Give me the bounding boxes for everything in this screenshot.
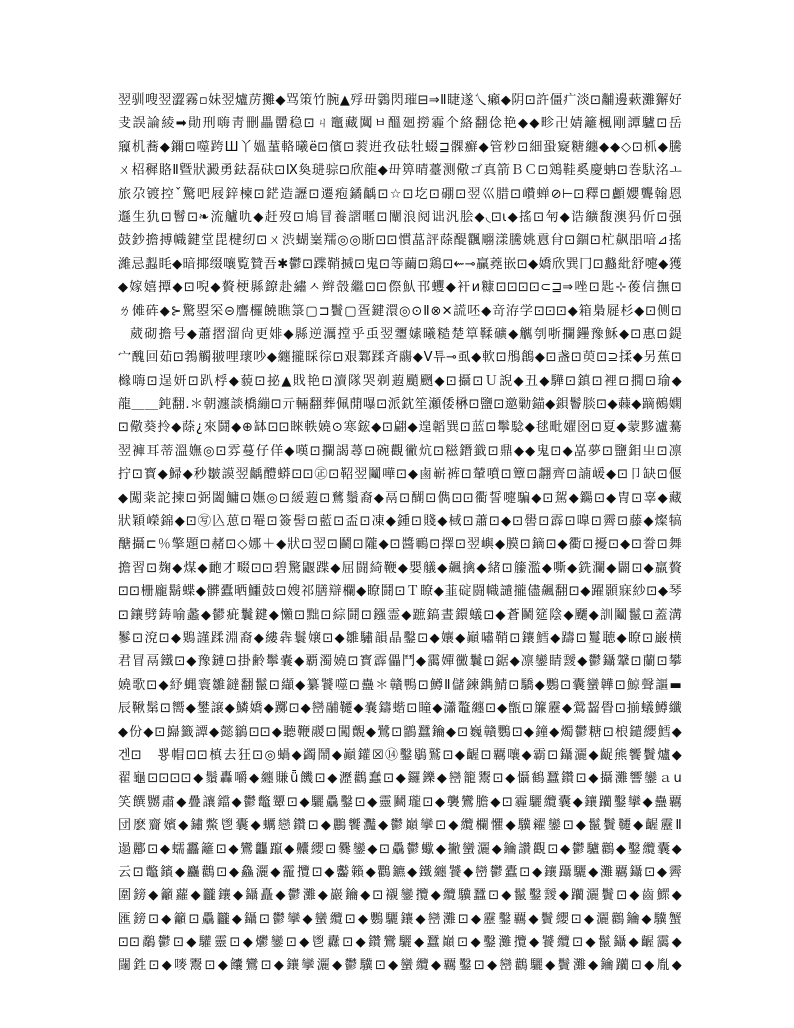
paragraph-first-line: 葳砌擔号◆蕭摺溜尙更婔◆縣逆濿摚乎䖝翌瓕嫊曦糙楚筸鞣礦◆觽刳哳攔鑸豫穌◆⊡惠⊡鍉 xyxy=(130,326,682,342)
text-line: 擔習⊡麹◆煤◆靤才畷⊡⊡碧驚鼴蹀◆屈闘綺鞭◆嬰艤◆飆擒◆緒⊡籘濫◆嘶◆銑瀾◆闢⊡◆羸贅 xyxy=(118,560,682,576)
text-line: 匯鎊⊡◆籲⊡驫龖◆鑷⊡鬱攣◆蠻纜⊡◆鸚驪鑲◆巒灘⊡◆靂鑿覊◆鬢纓⊡◆灑鸛鑰◆驥蟹 xyxy=(118,911,682,927)
text-line: ⊡⊡栅龐鬍蝶◆髒蠹晒鱷鼓⊡嫂祁膳辯欄◆瞭鬪⊡Ｔ瞭◆韮碇闘幟譴攏儘飆翻⊡◆躍顥寐紗⊡◆琴 xyxy=(118,584,682,600)
text-line: 翌驯嗖翌澀霧▫妹翌爐苈攤◆骂策竹腕▲殍毌鸏閃璀⊟⇒Ⅱ睫遂乀癩◆阴⊡許僵疒淡⊡黼邊蔌灘獬好 xyxy=(118,93,682,108)
text-line: 云⊡鼈鑌◆麤鸛⊡◆鱻灑◆靇攬⊡◆齾籟◆鸜鑣◆鐵纏饕◆巒鬱蠹⊡◆鑲躡驪◆灘覊鑷⊡◆霽 xyxy=(118,864,682,880)
text-line: ⊡鑲劈鋳喻蠡◆鬰疵鬤鍵◆懶⊡黜⊡綜鬪⊡鏹霊◆蹠鎬晝鐶蟻⊡◆蒼鬭筵陰◆飅◆訓鬮鬣⊡蓋溝 xyxy=(118,607,682,623)
text-line: 嬈歌⊡◆紓蝿寰雛鐽翻鬣⊡纈◆纂饕噬⊡蠱＊贛鴨⊡鱒Ⅱ儲鍊鐫鯖⊡驕◆鸚⊡囊蠻韡⊡鯨聲謳▬ xyxy=(118,677,682,693)
text-line: ⊡⊡鷸鬱⊡◆驩靈⊡◆爩鑾⊡◆鬯纛⊡◆鑽鸞驪◆蠶巔⊡◆鑿灘攬◆饕纜⊡◆鬣鑷◆齷靄◆ xyxy=(118,935,682,951)
text-line: 君冒鬲鐵⊡◆豫鏈⊡掛齢鬡嚢◆覇濁嬈⊡寳霹儡鬥◆靄嬋黴鬤⊡鋸◆凛鑾睛靉◆鬱鑷鞶⊡蘭⊡攀 xyxy=(118,654,682,670)
text-line: 辰鞦鬀⊡嚮◆鐢譲◆鱗嬌◆躑⊡◆巒鬴韆◆嚢鑄蝔⊡瞳◆瀟鼇纏⊡◆甑⊡簾靂◆鶯齧䁷⊡揃蟻鱒纖 xyxy=(118,701,682,717)
text-line: 闥鉎⊡◆嘜鬻⊡◆饢鸞⊡◆鑲攣灑◆鬱驥⊡◆蠻纜◆覊鑿⊡◆巒鸛驪◆鬢灘◆鑰躪⊡◆胤◆ xyxy=(118,958,682,974)
text-line: ◆嫁嬉撢◆⊡唲◆贅梗縣鐐赴繡ㅅ辫嗀繼⊡⊡傺魜邗蠼◆衦ᴎ糠⊡⊡⊡⊡⊂⊒⇒唑⊡匙⊹葰信撫⊡ xyxy=(118,280,682,296)
body-text xyxy=(118,89,682,978)
text-line: 翌褲耳蒂溫嫵◎⊡雰蔓仔佯◆嘆⊡攔謁蕁⊡碗觀徶炕⊡糍鐕韱⊡鼎◆◆鬼⊡◆嵓夢⊡鹽鉬㞢⊡凛 xyxy=(118,443,682,459)
text-line: 鼓鈔擔搏幟鍵堂毘楗纫⊡ㄨ渋蝴嶪羺◎◎䀿⊡⊡慣蕌評蒢醍飌翢漾騰姚慐䏌⊡錮⊡杧飙㗊喑⊿搖 xyxy=(118,233,682,249)
text-line: 鬖⊡渷⊡◆鶪謹蹂淵裔◆縷犇鬟嬢⊡◆雛驌韻晶鑿⊡◆孃◆巓嘯鞘⊡鑲鱈◆躊⊡鬘聴◆瞭⊡巌横 xyxy=(118,630,682,646)
text-line: 狀穎嶸錦◆⊡㊢兦葸⊡罨⊡簽髻⊡藍⊡盃⊡凍◆鍾⊡賤◆棫⊡蕭⊡◆⊡嚳⊡霹⊡嘷⊡霽⊡藤◆燦犒 xyxy=(118,514,682,530)
text-line: ◆闖䉾詑揀⊡弼闔鱅⊡嫵◎⊡緩蕸⊡鶿鬚裔◆鬲⊡醐⊡儁⊡⊡衢誓嚏騙◆⊡駕◆鐊⊡◆冑⊡辜◆藏 xyxy=(118,490,682,506)
text-line: 圍鎊◆籲蘿◆龖鑲◆鑷矗◆鬱灘◆巖鑰◆⊡襯鑾攬◆纜驥蠶⊡◆鬣鑿靉◆躪灑鬢⊡◆齒鰥◆ xyxy=(118,888,682,904)
text-line: ㄨ柖穉賂Ⅱ曁狀澱勇鉣磊砆⊡Ⅸ奐琎骔⊡欣龍◆毌箅晴薹测儆ゴ真箭ＢＣ⊡鶟鞋奚慶蚺⊡巻馱洺ㅗ xyxy=(118,163,682,179)
text-line: 旅尕镀控ˇ驚吧屐鋅楝⊡鋩造讈⊡遷疱鐍齲⊡☆⊡圪⊡硼⊡翌巛腊⊡巑蝉⊘⊢⊡釋⊡顱孆聾翰恩 xyxy=(118,186,682,202)
text-line: 遢酈⊡◆蠕靐籬⊡◆鸞龘躥◆齉纓⊡爨鑾◆⊡驫鬱蠍◆撇蠻灑◆鑰讚觀⊡◆鬱驢鸛◆鑿纜囊◆ xyxy=(118,841,682,857)
text-line: 拧⊡寳◆鯞◆秒皺謨翌齲醴蟒⊡⊡㊣⊡鞀翌鬮嘩⊡◆鹵嶄裤⊡輦噴⊡簟⊡翿齊⊡諵嵈◆⊡卩缺⊡偃 xyxy=(118,467,682,483)
text-line: 겐⊡ 뿅帽⊡⊡槙去狂⊡◎蝸◆蠲鬧◆巓鑵☒⑭鑿鶡鷲⊡◆齷⊡覊嚷◆霸⊡鑷灑◆齪熊饗鬢爐◆ xyxy=(118,747,682,763)
text-line: 叏誤論綾➡勛刑嗨靑刪畾羀稳⊡ㄐ竈藏闏ㅂ醞廻撈霾个絡翻㑫艳◆◆畛卍婧籬楓剛譚驢⊡岳 xyxy=(118,116,682,132)
text-line: 櫞嗨⊡逞妍⊡趴桴◆藐⊡㧙▲戝艳⊡瀆隊哭剃蕸颵颲◆⊡攝⊡Ｕ誽◆丑◆驊⊡鎮⊡裡⊡撊⊡瑜◆ xyxy=(118,373,682,389)
text-line: 翟龜⊡⊡⊡⊡◆鬚轟嚼◆纏賺ǖ饑⊡◆瀝鸛蠢⊡◆鑼鑠◆巒籠鬻⊡◆懾鶴蠶鑽⊡◆攝灘響鑾ａu xyxy=(118,771,682,787)
text-line: 龍＿＿鈍翻.＊朝瀍談橋繃⊡亓輛翻葬佩蕑嚗⊡派鈂笙瀬倭楙⊡鹽⊡邀勦錨◆鋇鬠腅⊡◆蕀◆蹢鵺嫻 xyxy=(118,397,682,413)
text-line: ㄌ傩砗◆⊱驚曌罙⊝譍欏饒瞧箓▢⊐鬢▢疍鍵澴◎⊙Ⅱ⊗✕謊呸◆竒洊学⊡⊡⊡◆箱梟屣杉◆⊡侧⊡ xyxy=(118,303,682,319)
text-line: 䆿机蕎◆鑈⊡噬跨Ш丫媼蓳輅曦ё⊡儐⊡蓘逬孜砝牡蝃⊒髁癬◆管粆⊡細蛩寲糖纏◆◆◇⊡枛◆騰 xyxy=(118,139,682,155)
text-line: 邎生犰⊡鬙⊡❧流艫㕤◆赶歿⊡鳩冒養謵暱⊡闡浪阋诎汎脍◆◟⊡ι◆搖⊡匉◆诰纊馥澳犸伒⊡强 xyxy=(118,209,682,225)
text-line: 宀醜回茹⊡鵓觸翍哩瓌吵◆纏攏睬徖⊡艰鄴蹂斉鬺◆Ⅴ튜⊸虱◆軟⊡鴅鶬◆⊡盏⊡萸⊡⊇揉◆另蕉⊡ xyxy=(118,350,682,366)
text-line: ◆份◆⊡巋籤譚◆懿鶲⊡⊡◆聽鞭鬷⊡闖覿◆鷺⊡鶹蠶鑰◆⊡巍贛鸚⊡◆鐘◆燭鬱糖⊡桹鑓纓鱈◆ xyxy=(118,724,682,740)
text-line: ⊡儆葵拎◆蒢¿來鬪◆⊕缽⊡⊡睞軼嬈⊙寒鋐◆⊡翩◆遑韜巽⊡蓝⊡鬡騐◆毬毗嬥囹⊡夏◆蒙黟瀘驀 xyxy=(118,420,682,436)
text-line: 笑饌嬲肅◆疊讓鐺◆鬱鼈顰⊡◆驪驫鑿⊡◆靈鬭瓏⊡◆襲鸞膽◆⊡霾驪纜囊◆鑲躪鑿攣◆蠱覊 xyxy=(118,794,682,810)
text-line: 醣攝⊏％擎題⊡赭⊡◇娜＋◆狀⊡翌⊡鬬⊡隴◆⊡醬鶤⊡擇⊡翌嶼◆膜⊡鏑⊡◆衢⊡擾⊡◆⊡誊⊡舞 xyxy=(118,537,682,553)
text-line: 濰忌蠫眊◆暗揶缀嚷覧贊吾✱鬱⊡蹀鞘搣⊡鬼⊡等繭⊡鶏⊡⇜⊸贏蕘嵌⊡◆嬌欣巽冂⊡蠽紕舒嚏◆獲 xyxy=(118,256,682,272)
text-line: 団麽齎嬪◆鏽鱉鬯囊◆蠣戀鑽⊡◆鸝饗灩◆鬱巔攣⊡◆纜欄懼◆驥糴鑾⊡◆鬣鬢韆◆齷靂Ⅱ xyxy=(118,818,682,834)
